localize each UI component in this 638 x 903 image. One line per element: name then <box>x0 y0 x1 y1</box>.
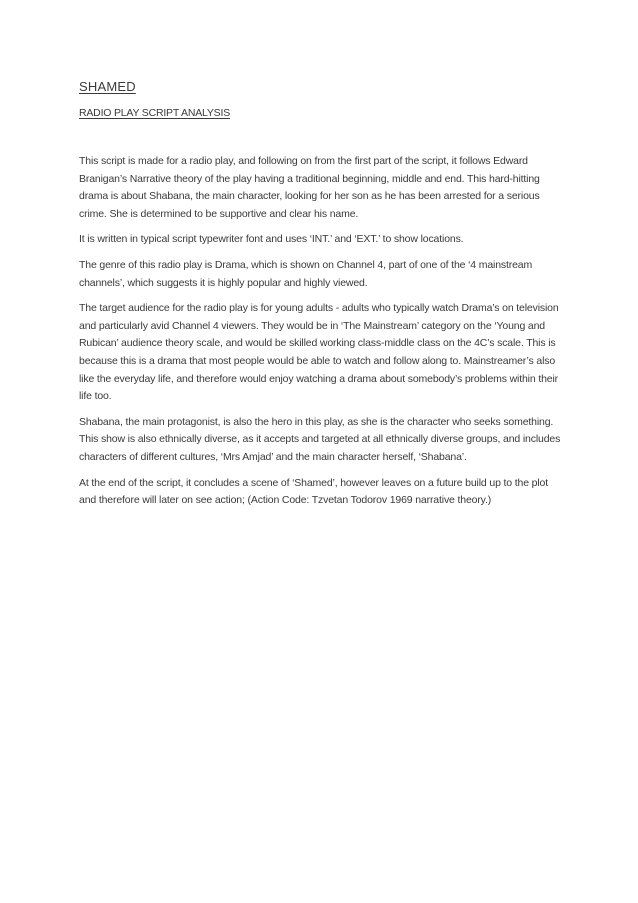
document-title: SHAMED <box>79 79 136 94</box>
paragraph-conclusion: At the end of the script, it concludes a scene of ‘Shamed’, however leaves on a future build up to the plot and therefore will later on see action; (Action Code: Tzvetan Todorov 1969 narrative theory.) <box>79 476 548 507</box>
document-body <box>79 78 564 518</box>
paragraph-genre: The genre of this radio play is Drama, which is shown on Channel 4, part of one of the ‘4 mainstream channels’, which suggests it is highly popular and highly viewed. <box>79 258 533 289</box>
paragraph-target-audience: The target audience for the radio play is for young adults - adults who typically watch Drama’s on television and particularly avid Channel 4 viewers. They would be in ‘The Mainstream’ category on the ‘Young and Rubican’ audience theory scale, and would be skilled working class-middle class on the 4C’s scale. This is because this is a drama that most people would be able to watch and follow along to. Mainstreamer’s also like the everyday life, and therefore would enjoy watching a drama about somebody’s problems within their life too. <box>79 302 559 403</box>
paragraph-narrative-theory: This script is made for a radio play, and following on from the first part of the script, it follows Edward Branigan’s Narrative theory of the play having a traditional beginning, middle and end. This hard-hitting drama is about Shabana, the main character, looking for her son as he has been arrested for a serious crime. She is determined to be supportive and clear his name. <box>79 155 540 220</box>
paragraph-protagonist: Shabana, the main protagonist, is also the hero in this play, as she is the character who seeks something. This show is also ethnically diverse, as it accepts and targeted at all ethnically diverse groups, and includes characters of different cultures, ‘Mrs Amjad’ and the main character herself, ‘Shabana’. <box>79 415 561 463</box>
paragraph-script-font: It is written in typical script typewriter font and uses ‘INT.’ and ‘EXT.’ to show locations. <box>79 233 464 246</box>
document-subtitle: RADIO PLAY SCRIPT ANALYSIS <box>79 107 230 119</box>
